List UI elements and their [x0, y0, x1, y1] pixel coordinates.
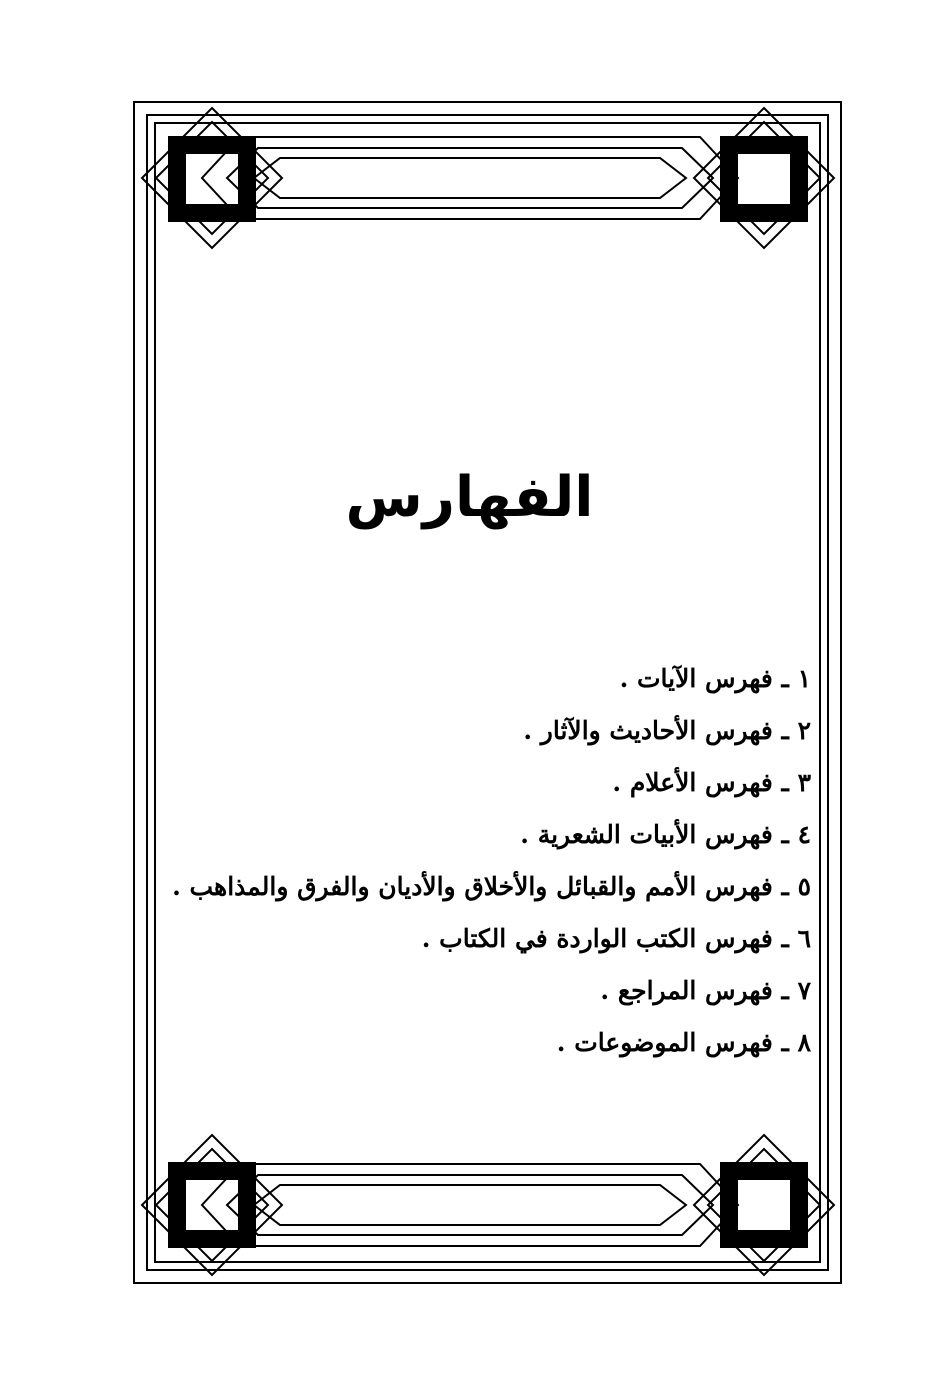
page-title: الفهارس — [345, 465, 594, 530]
item-separator: ـ — [772, 820, 798, 849]
index-item — [171, 708, 811, 760]
item-separator: ـ — [772, 664, 798, 693]
item-number: ٢ — [797, 716, 811, 745]
item-separator: ـ — [772, 768, 798, 797]
item-number: ٧ — [797, 976, 811, 1005]
item-number: ٤ — [797, 820, 811, 849]
index-item — [171, 656, 811, 708]
item-separator: ـ — [772, 924, 798, 953]
item-separator: ـ — [772, 872, 798, 901]
item-number: ٨ — [797, 1028, 811, 1057]
item-separator: ـ — [772, 976, 798, 1005]
item-label: فهرس الأمم والقبائل والأخلاق والأديان والفرق والمذاهب . — [172, 872, 773, 901]
item-label: فهرس الآيات . — [619, 664, 773, 693]
item-separator: ـ — [772, 1028, 798, 1057]
item-label: فهرس الأعلام . — [612, 768, 773, 797]
item-label: فهرس الأبيات الشعرية . — [520, 820, 773, 849]
item-label: فهرس المراجع . — [600, 976, 773, 1005]
index-item — [171, 916, 811, 968]
item-separator: ـ — [772, 716, 798, 745]
index-item — [171, 760, 811, 812]
item-number: ٥ — [797, 872, 811, 901]
item-label: فهرس الأحاديث والآثار . — [523, 716, 773, 745]
item-label: فهرس الموضوعات . — [556, 1028, 773, 1057]
index-list — [171, 656, 811, 1072]
index-item — [171, 1020, 811, 1072]
index-item — [171, 968, 811, 1020]
item-number: ١ — [797, 664, 811, 693]
index-item — [171, 864, 811, 916]
item-label: فهرس الكتب الواردة في الكتاب . — [421, 924, 773, 953]
index-item — [171, 812, 811, 864]
item-number: ٣ — [797, 768, 811, 797]
item-number: ٦ — [797, 924, 811, 953]
